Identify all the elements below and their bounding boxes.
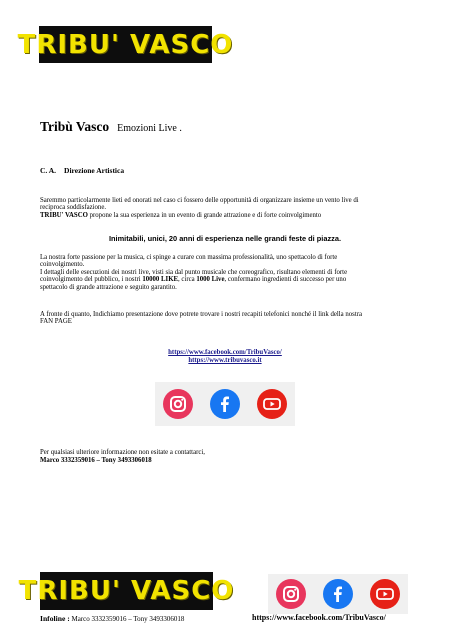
passion-paragraph [40,254,430,291]
social-icons-main [155,382,295,426]
infoline-phones: Marco 3332359016 – Tony 3493306018 [71,615,185,623]
logo-text: TRIBU' VASCO [17,29,234,60]
contact-block [40,449,205,465]
facebook-link[interactable]: https://www.facebook.com/TribuVasco/ [168,349,282,356]
passion-text: , circa [178,276,197,284]
intro-line [40,212,420,219]
passion-line: La nostra forte passione per la musica, ci spinge a curare con massima professionalità, uno spettacolo di forte [40,254,338,261]
highlight-statement: Inimitabili, unici, 20 anni di esperienza nelle grandi feste di piazza. [108,234,342,243]
youtube-icon[interactable] [370,579,400,609]
intro-line: reciproca soddisfazione. [40,204,107,212]
website-link[interactable]: https://www.tribuvasco.it [188,357,262,364]
closing-paragraph [40,311,430,326]
title-subtitle: Emozioni Live . [117,123,182,134]
passion-line [40,276,430,283]
logo-text: TRIBU' VASCO [18,576,235,606]
facebook-icon[interactable] [210,389,240,419]
attention-line [40,166,124,175]
facebook-icon[interactable] [323,579,353,609]
passion-text: coinvolgimento del pubblico, i nostri [40,276,143,284]
attention-prefix: C. A. [40,166,57,175]
instagram-icon[interactable] [276,579,306,609]
intro-line-rest: propone la sua esperienza in un evento di grande attrazione e di forte coinvolgimento [87,211,322,219]
intro-paragraph [40,197,420,219]
passion-text: , confermano ingredienti di successo per uno [224,276,347,284]
links-block [0,349,450,365]
passion-line: I dettagli delle esecuzioni dei nostri live, visti sia dal punto musicale che coreografico, risultano elementi di forte [40,268,348,276]
closing-line: A fronte di quanto, Indichiamo presentazione dove potrete trovare i nostri recapiti telefonici nonché il link della nostra [40,311,362,318]
band-name: TRIBU' VASCO [40,211,88,219]
intro-line: Saremmo particolarmente lieti ed onorati nel caso ci fossero delle opportunità di organizzare insieme un vento live di [40,197,359,204]
passion-line: coinvolgimento. [40,261,85,269]
social-icons-footer [268,574,408,614]
passion-line: spettacolo di grande attrazione e seguito garantito. [40,283,177,291]
youtube-icon[interactable] [257,389,287,419]
title-main: Tribù Vasco [40,119,110,134]
contact-intro: Per qualsiasi ulteriore informazione non esitate a contattarci, [40,449,205,456]
live-count: 1000 Live [196,276,225,284]
infoline-label: Infoline : [40,614,70,623]
footer-facebook-link[interactable]: https://www.facebook.com/TribuVasco/ [252,613,386,622]
footer-infoline [40,614,184,623]
contact-phones: Marco 3332359016 – Tony 3493306018 [40,457,152,464]
likes-count: 10000 LIKE [142,276,179,284]
closing-line: FAN PAGE [40,318,72,326]
attention-recipient: Direzione Artistica [64,166,125,175]
logo-banner-top [17,26,234,63]
logo-banner-bottom [18,572,235,610]
instagram-icon[interactable] [163,389,193,419]
document-title [40,118,182,136]
